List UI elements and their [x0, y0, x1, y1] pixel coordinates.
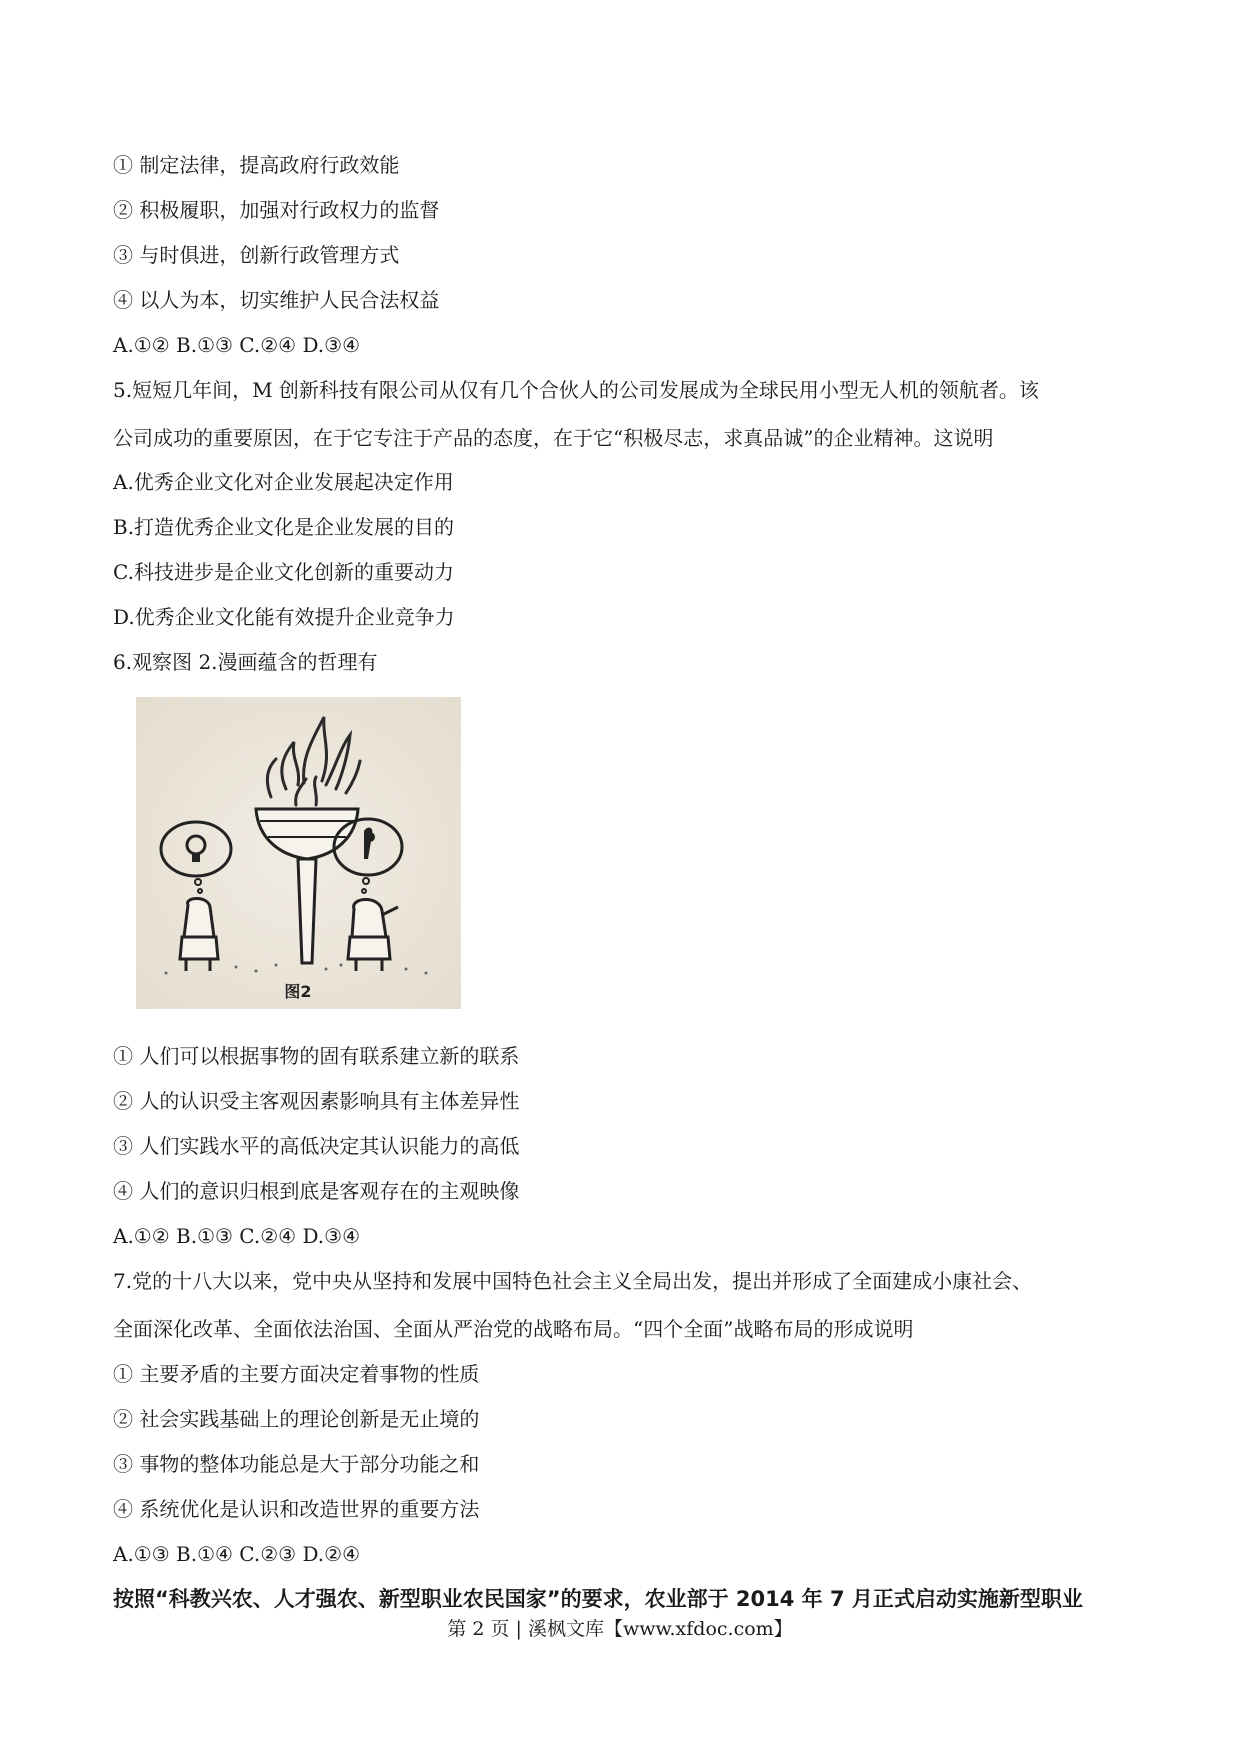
q7-option-1: ① 主要矛盾的主要方面决定着事物的性质: [113, 1362, 480, 1386]
q6-option-3: ③ 人们实践水平的高低决定其认识能力的高低: [113, 1134, 520, 1158]
q7-answer-choices: A.①③ B.①④ C.②③ D.②④: [113, 1542, 360, 1566]
q6-stem: 6.观察图 2.漫画蕴含的哲理有: [113, 650, 378, 674]
q5-option-d: D.优秀企业文化能有效提升企业竞争力: [113, 605, 455, 629]
q5-stem-line-2: 公司成功的重要原因，在于它专注于产品的态度，在于它“积极尽志，求真品诚”的企业精神。这说明: [113, 426, 994, 450]
q4-option-4: ④ 以人为本，切实维护人民合法权益: [113, 288, 440, 312]
q7-stem-line-1: 7.党的十八大以来，党中央从坚持和发展中国特色社会主义全局出发，提出并形成了全面建成小康社会、: [113, 1269, 1033, 1293]
q7-option-3: ③ 事物的整体功能总是大于部分功能之和: [113, 1452, 480, 1476]
q6-answer-choices: A.①② B.①③ C.②④ D.③④: [113, 1224, 360, 1248]
q6-option-4: ④ 人们的意识归根到底是客观存在的主观映像: [113, 1179, 520, 1203]
q7-option-2: ② 社会实践基础上的理论创新是无止境的: [113, 1407, 480, 1431]
q5-stem-line-1: 5.短短几年间，M 创新科技有限公司从仅有几个合伙人的公司发展成为全球民用小型无人机的领航者。该: [113, 378, 1039, 402]
q5-option-c: C.科技进步是企业文化创新的重要动力: [113, 560, 454, 584]
q4-answer-choices: A.①② B.①③ C.②④ D.③④: [113, 333, 360, 357]
q6-option-2: ② 人的认识受主客观因素影响具有主体差异性: [113, 1089, 520, 1113]
q6-option-1: ① 人们可以根据事物的固有联系建立新的联系: [113, 1044, 520, 1068]
cartoon-figure-2: [136, 697, 461, 1009]
figure-caption: 图2: [284, 982, 312, 1001]
q4-option-1: ① 制定法律，提高政府行政效能: [113, 153, 400, 177]
q4-option-2: ② 积极履职，加强对行政权力的监督: [113, 198, 440, 222]
q5-option-b: B.打造优秀企业文化是企业发展的目的: [113, 515, 455, 539]
q5-option-a: A.优秀企业文化对企业发展起决定作用: [113, 470, 454, 494]
q4-option-3: ③ 与时俱进，创新行政管理方式: [113, 243, 400, 267]
torch-pole: [298, 859, 316, 963]
q7-stem-line-2: 全面深化改革、全面依法治国、全面从严治党的战略布局。“四个全面”战略布局的形成说明: [113, 1317, 914, 1341]
q7-option-4: ④ 系统优化是认识和改造世界的重要方法: [113, 1497, 480, 1521]
q8-lead-text: 按照“科教兴农、人才强农、新型职业农民国家”的要求，农业部于 2014 年 7 月正式启动实施新型职业: [113, 1587, 1083, 1611]
page-footer: 第 2 页 | 溪枫文库【www.xfdoc.com】: [447, 1618, 793, 1640]
